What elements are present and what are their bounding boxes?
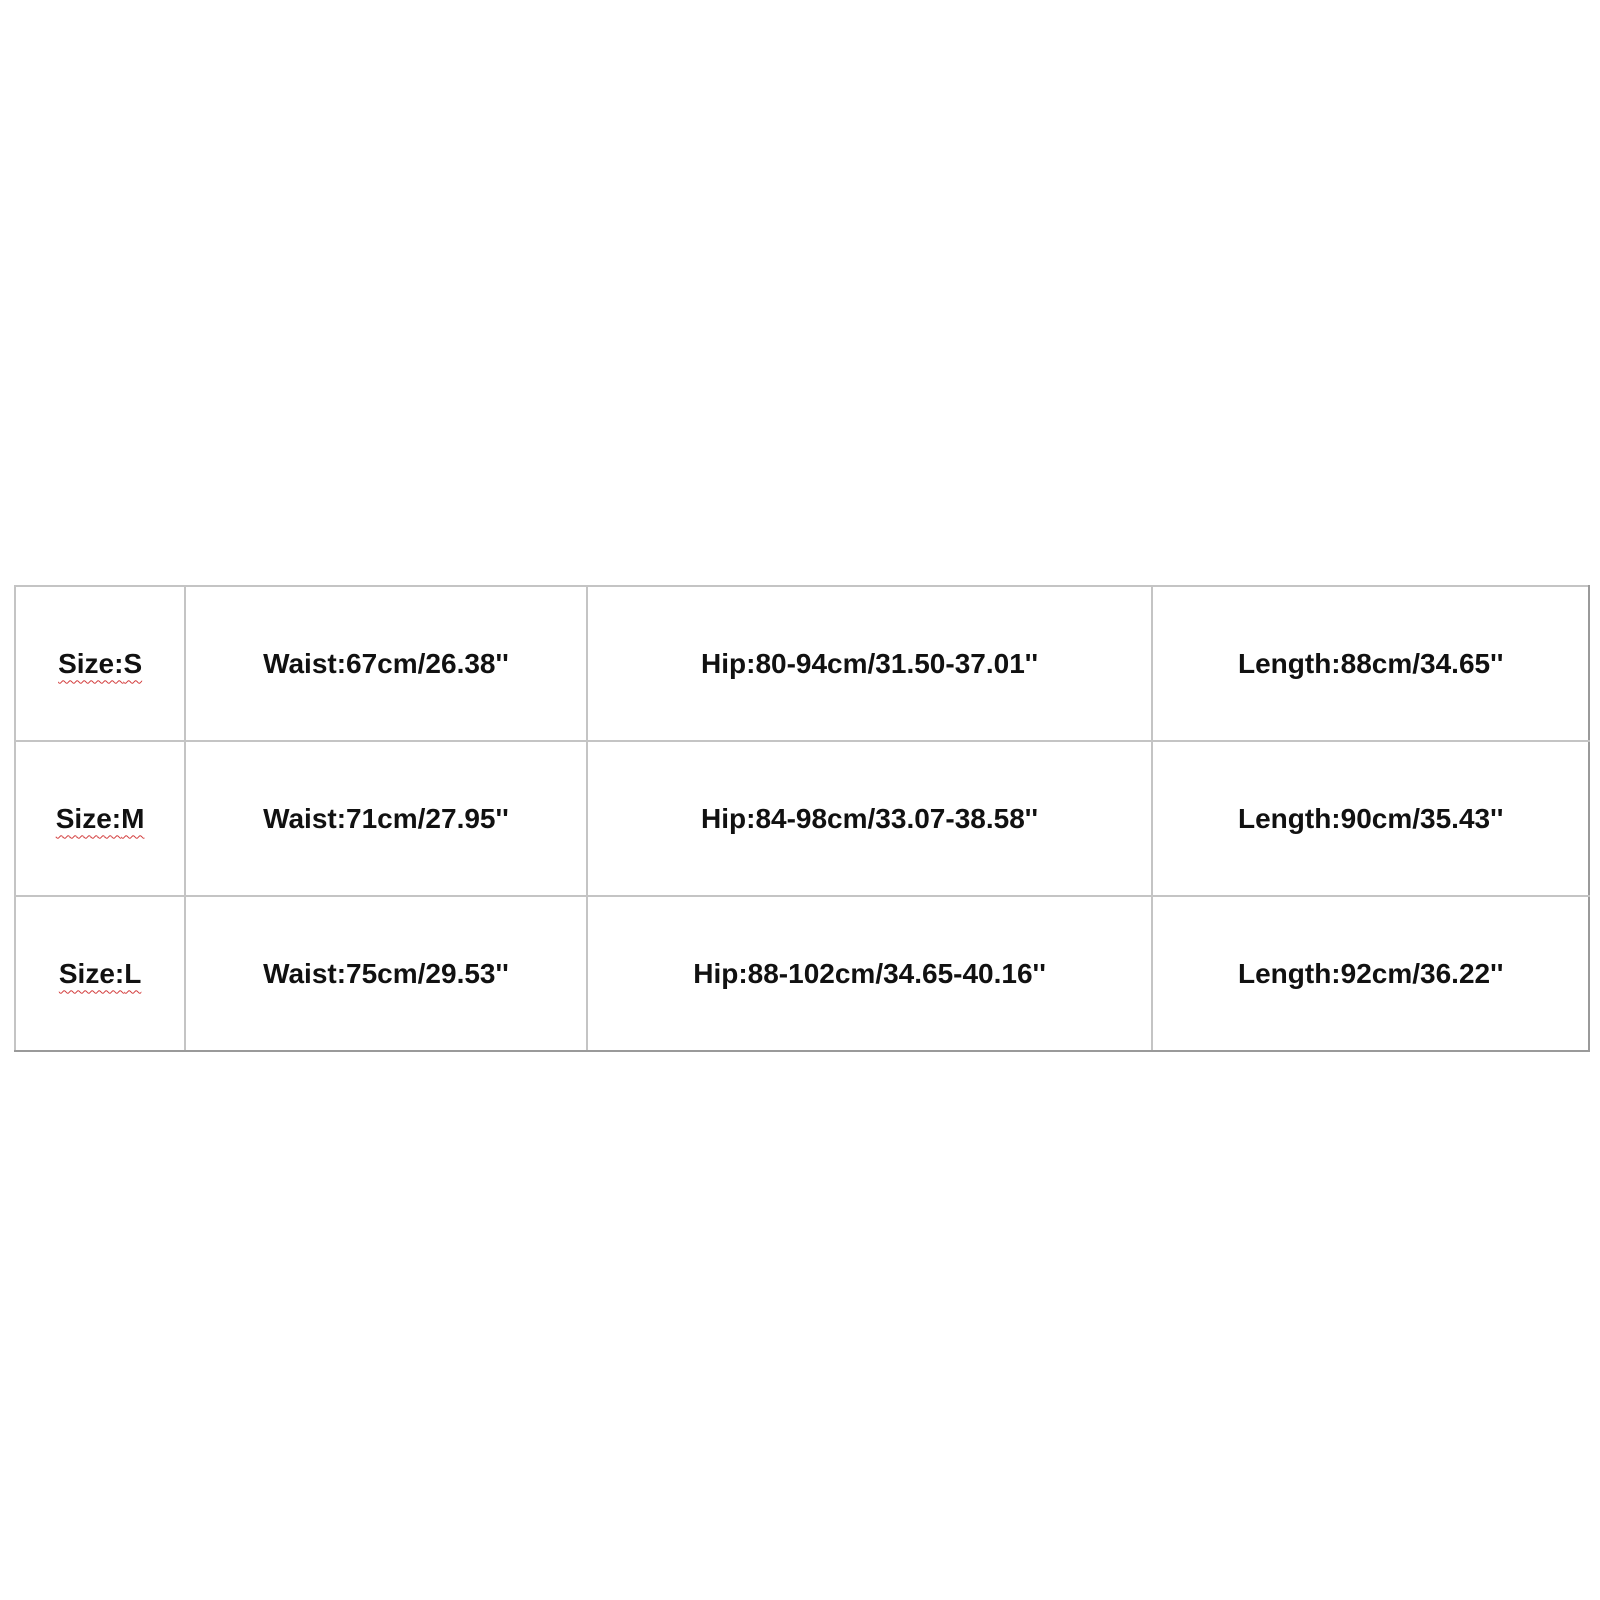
size-label: Size:L: [58, 957, 142, 989]
size-value: M: [121, 802, 145, 834]
size-label: Size:M: [55, 802, 145, 834]
size-cell: [15, 586, 185, 741]
size-cell: [15, 741, 185, 896]
waist-cell: Waist:71cm/27.95'': [185, 741, 587, 896]
length-cell: Length:88cm/34.65'': [1152, 586, 1589, 741]
size-value: S: [123, 647, 143, 679]
length-cell: Length:90cm/35.43'': [1152, 741, 1589, 896]
size-value: L: [124, 957, 142, 989]
size-cell: [15, 896, 185, 1051]
table-row: [15, 896, 1589, 1051]
table-row: [15, 586, 1589, 741]
size-label: Size:S: [58, 647, 143, 679]
waist-cell: Waist:67cm/26.38'': [185, 586, 587, 741]
size-chart-table: [14, 585, 1590, 1052]
table-row: [15, 741, 1589, 896]
hip-cell: Hip:84-98cm/33.07-38.58'': [587, 741, 1153, 896]
length-cell: Length:92cm/36.22'': [1152, 896, 1589, 1051]
hip-cell: Hip:88-102cm/34.65-40.16'': [587, 896, 1153, 1051]
waist-cell: Waist:75cm/29.53'': [185, 896, 587, 1051]
hip-cell: Hip:80-94cm/31.50-37.01'': [587, 586, 1153, 741]
